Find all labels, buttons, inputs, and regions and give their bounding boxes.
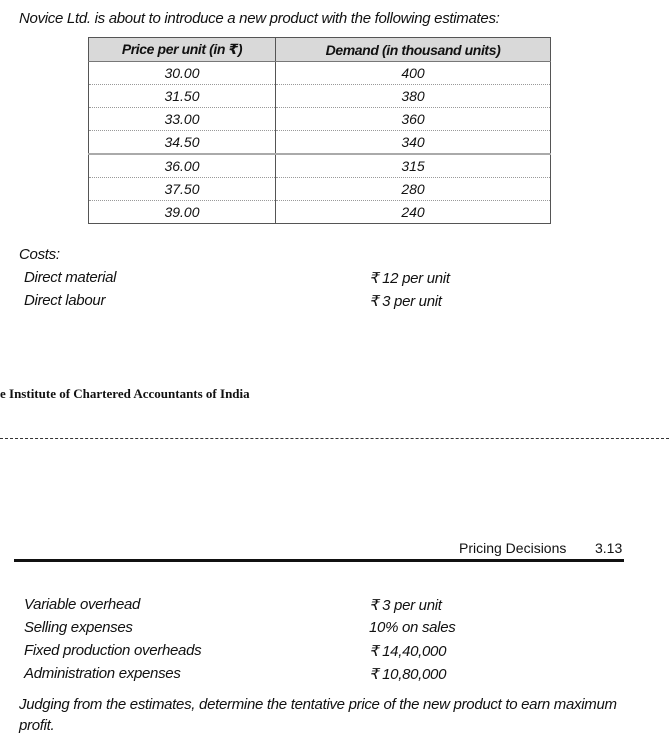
cost-value-direct-labour: ₹ 3 per unit [369, 293, 442, 310]
price-column-header: Price per unit (in ₹) [89, 38, 276, 62]
demand-cell: 380 [276, 85, 551, 108]
demand-cell: 340 [276, 131, 551, 155]
price-cell: 33.00 [89, 108, 276, 131]
cost-label-direct-material: Direct material [24, 269, 117, 286]
page-number: 3.13 [595, 540, 623, 556]
demand-column-header: Demand (in thousand units) [276, 38, 551, 62]
cost-label-fixed-production-overheads: Fixed production overheads [24, 642, 202, 659]
cost-value-administration-expenses: ₹ 10,80,000 [369, 666, 447, 683]
cost-value-selling-expenses: 10% on sales [369, 619, 456, 636]
cost-label-variable-overhead: Variable overhead [24, 596, 141, 613]
table-row [89, 131, 551, 155]
question-text: Judging from the estimates, determine the tentative price of the new product to earn maximum profit. [19, 696, 617, 734]
cost-label-administration-expenses: Administration expenses [24, 665, 181, 682]
demand-cell: 360 [276, 108, 551, 131]
price-cell: 39.00 [89, 201, 276, 224]
cost-label-direct-labour: Direct labour [24, 292, 106, 309]
cost-value-fixed-production-overheads: ₹ 14,40,000 [369, 643, 447, 660]
cost-label-selling-expenses: Selling expenses [24, 619, 133, 636]
table-row [89, 154, 551, 178]
intro-text: Novice Ltd. is about to introduce a new product with the following estimates: [19, 10, 500, 27]
demand-cell: 280 [276, 178, 551, 201]
table-row [89, 62, 551, 85]
running-header-title: Pricing Decisions [459, 540, 567, 556]
table-row [89, 108, 551, 131]
footer-institute-name: e Institute of Chartered Accountants of India [0, 386, 250, 401]
price-cell: 36.00 [89, 154, 276, 178]
cost-value-variable-overhead: ₹ 3 per unit [369, 597, 442, 614]
demand-cell: 400 [276, 62, 551, 85]
price-cell: 31.50 [89, 85, 276, 108]
costs-heading: Costs: [19, 246, 60, 263]
demand-cell: 315 [276, 154, 551, 178]
table-header-row [89, 38, 551, 62]
demand-cell: 240 [401, 204, 425, 220]
header-rule [14, 559, 624, 562]
price-cell: 34.50 [89, 131, 276, 155]
table-row [89, 201, 551, 224]
estimates-table [88, 37, 551, 224]
table-row [89, 178, 551, 201]
table-row [89, 85, 551, 108]
price-cell: 30.00 [89, 62, 276, 85]
cost-value-direct-material: ₹ 12 per unit [369, 270, 450, 287]
page-break-divider [0, 438, 669, 439]
price-cell: 37.50 [89, 178, 276, 201]
